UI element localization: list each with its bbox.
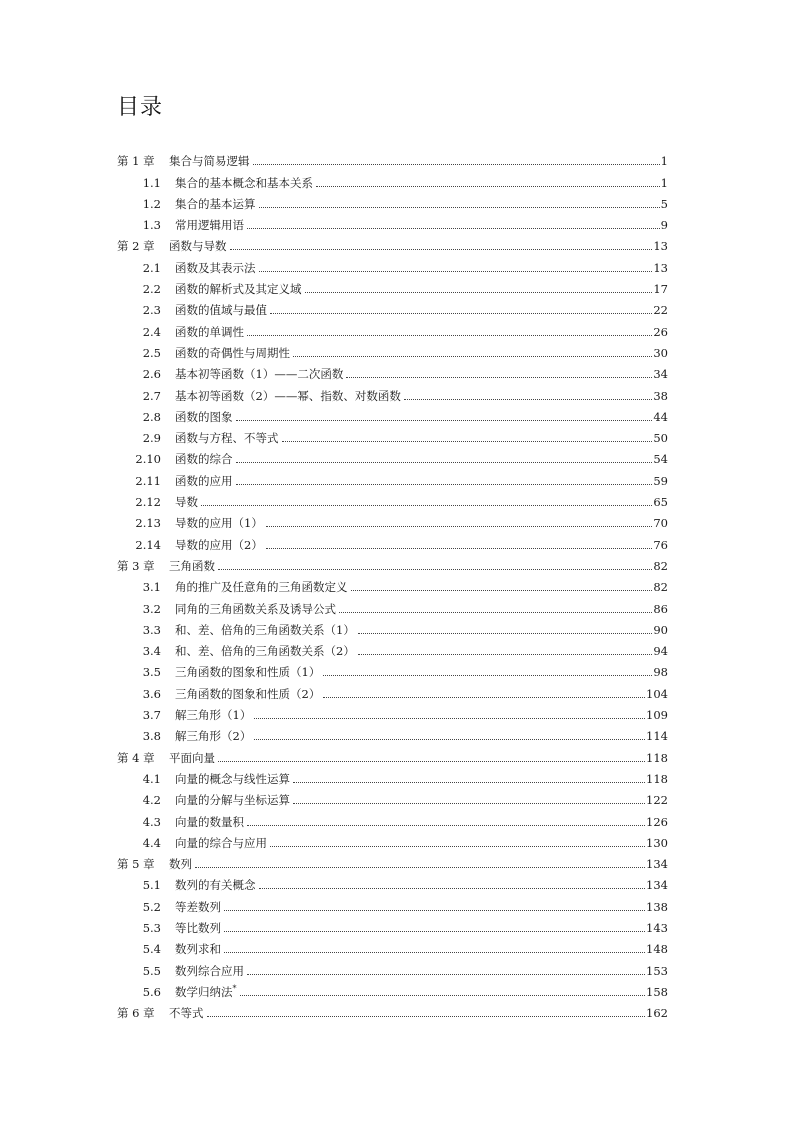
toc-section-entry[interactable] <box>117 296 668 317</box>
toc-entry-title-text: 三角函数的图象和性质（2） <box>175 686 321 701</box>
toc-entry-number-cell <box>117 516 175 530</box>
toc-entry-title-text: 数列综合应用 <box>175 963 244 978</box>
toc-entry-title <box>175 410 235 424</box>
toc-entry-number: 1.2 <box>142 196 161 211</box>
toc-section-entry[interactable] <box>117 637 668 658</box>
toc-entry-title-text: 函数的图象 <box>175 409 233 424</box>
toc-entry-page-number: 38 <box>653 388 668 403</box>
toc-entry-page-number: 70 <box>653 516 668 531</box>
toc-entry-title-text: 导数 <box>175 495 198 510</box>
toc-entry-page-number: 162 <box>646 1006 668 1021</box>
toc-entry-number: 第 3 章 <box>117 558 155 573</box>
toc-dot-leader <box>236 484 653 485</box>
toc-entry-number: 4.1 <box>142 771 161 786</box>
toc-entry-number: 第 5 章 <box>117 857 155 872</box>
toc-entry-page-number: 86 <box>653 601 668 616</box>
toc-entry-number-cell <box>117 815 175 829</box>
toc-entry-title <box>175 303 269 317</box>
toc-entry-number-cell <box>117 878 175 892</box>
toc-dot-leader <box>236 462 653 463</box>
toc-entry-page-number: 44 <box>653 409 668 424</box>
toc-entry-number-cell <box>117 942 175 956</box>
toc-entry-title-text: 函数与方程、不等式 <box>175 431 279 446</box>
toc-chapter-entry[interactable] <box>117 147 668 168</box>
toc-entry-title <box>175 921 223 935</box>
toc-entry-title <box>175 900 223 914</box>
toc-section-entry[interactable] <box>117 488 668 509</box>
toc-entry-number-cell <box>117 261 175 275</box>
toc-dot-leader <box>270 846 645 847</box>
toc-entry-title <box>175 389 403 403</box>
toc-entry-title <box>175 602 338 616</box>
toc-entry-page-number: 143 <box>646 920 668 935</box>
toc-entry-title <box>175 580 350 594</box>
toc-entry-title-text: 解三角形（2） <box>175 729 252 744</box>
toc-entry-page-number: 26 <box>653 324 668 339</box>
toc-entry-number: 2.9 <box>142 431 161 446</box>
toc-entry-page-number: 76 <box>653 537 668 552</box>
toc-section-entry[interactable] <box>117 530 668 551</box>
toc-entry-number-cell <box>117 729 175 743</box>
toc-dot-leader <box>259 271 653 272</box>
toc-entry-number-cell <box>117 346 175 360</box>
toc-entry-title-text: 向量的综合与应用 <box>175 835 267 850</box>
table-of-contents <box>117 147 668 1020</box>
toc-entry-number: 2.13 <box>135 516 161 531</box>
toc-entry-title <box>175 878 258 892</box>
toc-section-entry[interactable] <box>117 445 668 466</box>
toc-section-entry[interactable] <box>117 424 668 445</box>
toc-entry-number: 4.2 <box>142 793 161 808</box>
toc-entry-title <box>175 176 315 190</box>
toc-dot-leader <box>358 654 653 655</box>
toc-entry-title-text: 数学归纳法 <box>175 984 233 999</box>
toc-section-entry[interactable] <box>117 807 668 828</box>
toc-entry-number: 2.4 <box>142 324 161 339</box>
toc-section-entry[interactable] <box>117 594 668 615</box>
toc-entry-number-cell <box>117 410 175 424</box>
toc-entry-number-cell <box>117 538 175 552</box>
toc-entry-title-text: 三角函数的图象和性质（1） <box>175 665 321 680</box>
toc-entry-number-cell <box>117 325 175 339</box>
toc-chapter-entry[interactable] <box>117 232 668 253</box>
toc-entry-page-number: 134 <box>646 857 668 872</box>
toc-dot-leader <box>195 867 645 868</box>
toc-entry-title-text: 数列求和 <box>175 942 221 957</box>
toc-entry-title-text: 常用逻辑用语 <box>175 218 244 233</box>
toc-section-entry[interactable] <box>117 573 668 594</box>
toc-entry-title-text: 函数的奇偶性与周期性 <box>175 345 290 360</box>
toc-dot-leader <box>230 249 653 250</box>
toc-entry-title <box>175 644 357 658</box>
toc-entry-title-text: 数列的有关概念 <box>175 878 256 893</box>
toc-entry-title-text: 函数及其表示法 <box>175 260 256 275</box>
toc-dot-leader <box>282 441 653 442</box>
toc-entry-title-text: 向量的数量积 <box>175 814 244 829</box>
toc-entry-page-number: 98 <box>653 665 668 680</box>
toc-entry-number: 3.7 <box>142 708 161 723</box>
toc-entry-title-text: 函数与导数 <box>169 239 227 254</box>
toc-section-entry[interactable] <box>117 722 668 743</box>
toc-entry-title <box>175 474 235 488</box>
toc-dot-leader <box>224 952 645 953</box>
toc-dot-leader <box>247 974 645 975</box>
toc-entry-number: 2.7 <box>142 388 161 403</box>
toc-entry-number-cell <box>117 580 175 594</box>
toc-dot-leader <box>254 739 645 740</box>
toc-entry-number: 2.8 <box>142 409 161 424</box>
toc-entry-number: 3.3 <box>142 622 161 637</box>
toc-entry-title <box>175 495 200 509</box>
toc-entry-number-cell <box>117 197 175 211</box>
toc-entry-number: 第 1 章 <box>117 154 155 169</box>
toc-entry-page-number: 30 <box>653 345 668 360</box>
toc-entry-title <box>175 793 292 807</box>
toc-entry-title-text: 函数的应用 <box>175 473 233 488</box>
toc-entry-page-number: 1 <box>660 154 668 169</box>
toc-entry-page-number: 90 <box>653 622 668 637</box>
toc-dot-leader <box>240 995 646 996</box>
toc-entry-number-cell <box>117 176 175 190</box>
toc-section-entry[interactable] <box>117 211 668 232</box>
toc-dot-leader <box>266 548 653 549</box>
toc-entry-page-number: 94 <box>653 644 668 659</box>
toc-entry-title <box>175 815 246 829</box>
toc-entry-number-cell <box>117 644 175 658</box>
toc-entry-title <box>175 538 265 552</box>
toc-dot-leader <box>270 313 652 314</box>
toc-section-entry[interactable] <box>117 786 668 807</box>
toc-entry-title-text: 集合的基本概念和基本关系 <box>175 175 313 190</box>
toc-entry-title <box>175 729 253 743</box>
toc-entry-title-text: 角的推广及任意角的三角函数定义 <box>175 580 348 595</box>
toc-dot-leader <box>253 164 660 165</box>
toc-entry-title-text: 导数的应用（1） <box>175 516 263 531</box>
toc-entry-number-cell <box>117 836 175 850</box>
toc-dot-leader <box>247 825 645 826</box>
toc-section-entry[interactable] <box>117 466 668 487</box>
toc-entry-number: 2.10 <box>135 452 161 467</box>
toc-entry-title-text: 集合的基本运算 <box>175 196 256 211</box>
toc-entry-title <box>169 154 252 168</box>
toc-dot-leader <box>323 675 652 676</box>
toc-entry-number-cell <box>117 218 175 232</box>
toc-section-entry[interactable] <box>117 935 668 956</box>
toc-entry-number: 2.12 <box>135 495 161 510</box>
toc-section-entry[interactable] <box>117 956 668 977</box>
toc-entry-title <box>175 452 235 466</box>
toc-entry-number-cell <box>117 495 175 509</box>
toc-entry-page-number: 59 <box>653 473 668 488</box>
toc-entry-title <box>175 325 246 339</box>
toc-entry-page-number: 114 <box>646 729 668 744</box>
toc-entry-number: 3.4 <box>142 644 161 659</box>
toc-dot-leader <box>207 1016 646 1017</box>
toc-entry-number: 2.1 <box>142 260 161 275</box>
toc-entry-title <box>175 836 269 850</box>
toc-entry-title-text: 基本初等函数（2）——幂、指数、对数函数 <box>175 388 401 403</box>
toc-entry-page-number: 13 <box>653 239 668 254</box>
toc-entry-title <box>169 1006 206 1020</box>
toc-entry-number: 3.1 <box>142 580 161 595</box>
toc-section-entry[interactable] <box>117 381 668 402</box>
toc-entry-title-text: 导数的应用（2） <box>175 537 263 552</box>
toc-entry-title <box>175 261 258 275</box>
toc-entry-number-cell <box>117 452 175 466</box>
toc-dot-leader <box>224 931 645 932</box>
toc-entry-number-cell <box>117 985 175 999</box>
toc-entry-title-text: 向量的分解与坐标运算 <box>175 793 290 808</box>
toc-entry-title <box>175 516 265 530</box>
toc-entry-number-cell <box>117 772 175 786</box>
toc-entry-page-number: 118 <box>646 750 668 765</box>
toc-entry-number-cell <box>117 687 175 701</box>
toc-entry-title <box>175 431 281 445</box>
toc-entry-title <box>175 982 239 999</box>
toc-section-entry[interactable] <box>117 253 668 274</box>
toc-entry-title-text: 基本初等函数（1）——二次函数 <box>175 367 344 382</box>
toc-entry-title <box>175 346 292 360</box>
toc-dot-leader <box>201 505 652 506</box>
toc-entry-page-number: 122 <box>646 793 668 808</box>
toc-entry-title <box>169 559 217 573</box>
toc-entry-page-number: 158 <box>646 984 668 999</box>
toc-entry-title-text: 函数的值域与最值 <box>175 303 267 318</box>
toc-dot-leader <box>293 356 652 357</box>
toc-entry-page-number: 109 <box>646 708 668 723</box>
toc-entry-title <box>169 857 194 871</box>
toc-entry-number: 5.2 <box>142 899 161 914</box>
toc-section-entry[interactable] <box>117 275 668 296</box>
toc-dot-leader <box>305 292 653 293</box>
toc-entry-title-text: 集合与简易逻辑 <box>169 154 250 169</box>
toc-dot-leader <box>247 228 660 229</box>
toc-dot-leader <box>293 803 645 804</box>
toc-entry-title-text: 函数的解析式及其定义域 <box>175 282 302 297</box>
toc-entry-page-number: 148 <box>646 942 668 957</box>
toc-entry-title-text: 向量的概念与线性运算 <box>175 771 290 786</box>
toc-entry-number: 第 6 章 <box>117 1006 155 1021</box>
toc-section-entry[interactable] <box>117 978 668 999</box>
toc-entry-number-cell <box>117 964 175 978</box>
toc-entry-title-text: 数列 <box>169 857 192 872</box>
toc-entry-page-number: 153 <box>646 963 668 978</box>
toc-entry-page-number: 50 <box>653 431 668 446</box>
toc-section-entry[interactable] <box>117 765 668 786</box>
toc-section-entry[interactable] <box>117 658 668 679</box>
toc-entry-number: 3.5 <box>142 665 161 680</box>
toc-entry-number: 4.4 <box>142 835 161 850</box>
toc-dot-leader <box>224 910 645 911</box>
toc-entry-number: 5.3 <box>142 920 161 935</box>
toc-entry-number-cell <box>117 282 175 296</box>
toc-entry-title <box>175 218 246 232</box>
toc-entry-number: 5.4 <box>142 942 161 957</box>
toc-entry-title-text: 等比数列 <box>175 920 221 935</box>
toc-entry-title <box>175 772 292 786</box>
toc-entry-number: 3.6 <box>142 686 161 701</box>
toc-entry-page-number: 1 <box>660 175 668 190</box>
toc-entry-number: 2.11 <box>135 473 161 488</box>
toc-entry-title <box>169 751 217 765</box>
toc-section-entry[interactable] <box>117 509 668 530</box>
toc-section-entry[interactable] <box>117 616 668 637</box>
toc-entry-title-text: 和、差、倍角的三角函数关系（1） <box>175 622 355 637</box>
toc-entry-number: 5.5 <box>142 963 161 978</box>
toc-entry-title-text: 三角函数 <box>169 558 215 573</box>
toc-section-entry[interactable] <box>117 339 668 360</box>
toc-entry-number: 1.1 <box>142 175 161 190</box>
toc-entry-page-number: 65 <box>653 495 668 510</box>
toc-entry-page-number: 82 <box>653 558 668 573</box>
toc-dot-leader <box>293 782 645 783</box>
toc-entry-title-text: 和、差、倍角的三角函数关系（2） <box>175 644 355 659</box>
toc-entry-number-cell <box>117 921 175 935</box>
toc-entry-title <box>175 282 304 296</box>
toc-entry-page-number: 17 <box>653 282 668 297</box>
toc-entry-number: 5.6 <box>142 984 161 999</box>
toc-entry-number: 2.6 <box>142 367 161 382</box>
toc-entry-title-text: 等差数列 <box>175 899 221 914</box>
toc-chapter-entry[interactable] <box>117 552 668 573</box>
toc-dot-leader <box>259 207 660 208</box>
toc-entry-page-number: 5 <box>660 196 668 211</box>
toc-entry-number: 2.5 <box>142 345 161 360</box>
toc-entry-number: 2.2 <box>142 282 161 297</box>
toc-entry-number-cell <box>117 602 175 616</box>
toc-entry-number-cell <box>117 431 175 445</box>
toc-dot-leader <box>218 569 652 570</box>
toc-entry-number-cell <box>117 708 175 722</box>
toc-entry-page-number: 9 <box>660 218 668 233</box>
toc-dot-leader <box>323 697 645 698</box>
toc-dot-leader <box>358 633 653 634</box>
toc-entry-title-text: 函数的单调性 <box>175 324 244 339</box>
toc-entry-page-number: 118 <box>646 771 668 786</box>
toc-entry-number: 2.3 <box>142 303 161 318</box>
toc-entry-number-cell <box>117 367 175 381</box>
toc-entry-title <box>175 197 258 211</box>
toc-entry-title <box>175 623 357 637</box>
toc-dot-leader <box>404 399 653 400</box>
toc-entry-title-text: 同角的三角函数关系及诱导公式 <box>175 601 336 616</box>
toc-entry-number: 3.8 <box>142 729 161 744</box>
toc-dot-leader <box>316 186 660 187</box>
page-title: 目录 <box>117 95 164 120</box>
toc-entry-number-cell <box>117 793 175 807</box>
toc-dot-leader <box>351 590 653 591</box>
toc-entry-page-number: 126 <box>646 814 668 829</box>
toc-entry-title-text: 函数的综合 <box>175 452 233 467</box>
toc-entry-title <box>175 665 322 679</box>
toc-section-entry[interactable] <box>117 701 668 722</box>
toc-entry-number-cell <box>117 303 175 317</box>
toc-section-entry[interactable] <box>117 317 668 338</box>
toc-entry-number: 4.3 <box>142 814 161 829</box>
toc-entry-number-cell <box>117 389 175 403</box>
toc-dot-leader <box>236 420 653 421</box>
toc-section-entry[interactable] <box>117 829 668 850</box>
toc-entry-number-cell <box>117 623 175 637</box>
toc-entry-number: 第 2 章 <box>117 239 155 254</box>
toc-entry-number: 3.2 <box>142 601 161 616</box>
toc-entry-page-number: 22 <box>653 303 668 318</box>
toc-entry-title <box>175 708 253 722</box>
toc-entry-title <box>175 367 345 381</box>
toc-dot-leader <box>346 377 652 378</box>
toc-entry-page-number: 138 <box>646 899 668 914</box>
toc-entry-number: 5.1 <box>142 878 161 893</box>
toc-entry-title <box>175 687 322 701</box>
toc-chapter-entry[interactable] <box>117 999 668 1020</box>
toc-section-entry[interactable] <box>117 871 668 892</box>
toc-dot-leader <box>254 718 645 719</box>
toc-dot-leader <box>339 612 652 613</box>
toc-entry-number: 第 4 章 <box>117 750 155 765</box>
toc-section-entry[interactable] <box>117 190 668 211</box>
toc-entry-page-number: 82 <box>653 580 668 595</box>
toc-entry-title-text: 平面向量 <box>169 750 215 765</box>
toc-section-entry[interactable] <box>117 168 668 189</box>
toc-section-entry[interactable] <box>117 914 668 935</box>
toc-entry-page-number: 54 <box>653 452 668 467</box>
toc-dot-leader <box>218 761 645 762</box>
toc-entry-title <box>169 239 229 253</box>
toc-entry-title-text: 解三角形（1） <box>175 708 252 723</box>
toc-entry-title <box>175 964 246 978</box>
toc-chapter-entry[interactable] <box>117 850 668 871</box>
toc-chapter-entry[interactable] <box>117 743 668 764</box>
toc-entry-title-text: 不等式 <box>169 1006 204 1021</box>
toc-entry-superscript: * <box>232 984 237 994</box>
toc-entry-page-number: 130 <box>646 835 668 850</box>
toc-section-entry[interactable] <box>117 360 668 381</box>
toc-dot-leader <box>266 526 653 527</box>
toc-entry-number-cell <box>117 474 175 488</box>
toc-entry-number: 2.14 <box>135 537 161 552</box>
toc-entry-page-number: 13 <box>653 260 668 275</box>
toc-entry-page-number: 34 <box>653 367 668 382</box>
toc-entry-page-number: 104 <box>646 686 668 701</box>
toc-section-entry[interactable] <box>117 403 668 424</box>
toc-section-entry[interactable] <box>117 679 668 700</box>
toc-entry-number-cell <box>117 665 175 679</box>
toc-entry-title <box>175 942 223 956</box>
toc-entry-number: 1.3 <box>142 218 161 233</box>
toc-entry-number-cell <box>117 900 175 914</box>
toc-dot-leader <box>259 888 646 889</box>
toc-entry-page-number: 134 <box>646 878 668 893</box>
toc-section-entry[interactable] <box>117 892 668 913</box>
toc-dot-leader <box>247 335 652 336</box>
